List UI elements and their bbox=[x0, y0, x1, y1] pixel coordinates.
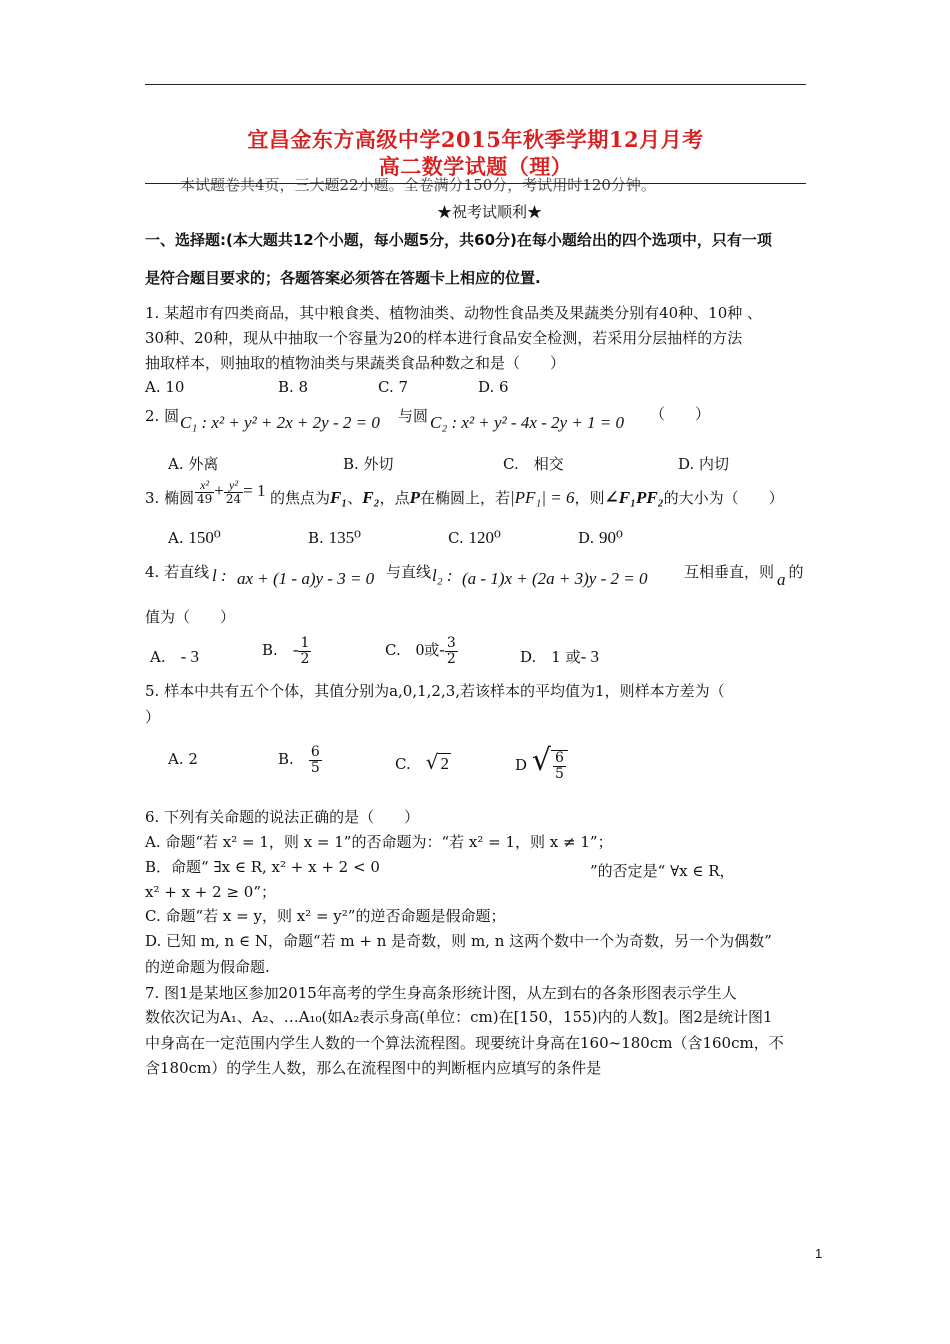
exam-info: 本试题卷共4页，三大题22小题。全卷满分150分，考试用时120分钟。 bbox=[180, 176, 656, 194]
q4-line2: 值为（ ） bbox=[145, 608, 236, 626]
q3-option-d: D. 90⁰ bbox=[578, 528, 623, 547]
q3-fraction-y: $\frac{\text{y²}}{24}$ bbox=[225, 478, 242, 506]
exam-wish: ★祝考试顺利★ bbox=[437, 203, 543, 221]
q5-option-b: B. $\frac{6}{5}$ bbox=[278, 744, 320, 776]
q1-line2: 30种、20种，现从中抽取一个容量为20的样本进行食品安全检测，若采用分层抽样的方法 bbox=[145, 329, 743, 347]
q4-option-a: A. - 3 bbox=[150, 647, 200, 666]
q6-option-a: A. 命题“若 x² = 1，则 x = 1”的否命题为：“若 x² = 1，则 x ≠ 1”； bbox=[145, 833, 613, 851]
q7-line3: 中身高在一定范围内学生人数的一个算法流程图。现要统计身高在160~180cm（含160cm，不 bbox=[145, 1034, 784, 1052]
q5-option-d: D √ $\frac{6}{5}$ bbox=[515, 743, 568, 782]
q4-option-c: C. 0或- $\frac{3}{2}$ bbox=[385, 635, 456, 667]
q4-option-b: B. - $\frac{1}{2}$ bbox=[262, 635, 310, 667]
q4-line1-name: l : bbox=[212, 566, 227, 585]
exam-title-line2: 高二数学试题（理） bbox=[378, 154, 573, 179]
q3-ellipse-equation: $\frac{\text{x²}}{49}$ + $\frac{\text{y²}}{24}$ = 1 bbox=[197, 478, 266, 506]
q4-stem-end: 互相垂直，则 a 的 bbox=[684, 563, 804, 589]
q3-option-c: C. 120⁰ bbox=[448, 528, 501, 547]
q5-option-c: C. √ 2 bbox=[395, 750, 449, 774]
q6-line1: 6. 下列有关命题的说法正确的是（ ） bbox=[145, 808, 420, 826]
q1-line3: 抽取样本，则抽取的植物油类与果蔬类食品种数之和是（ ） bbox=[145, 354, 566, 372]
q5-option-b-fraction: $\frac{6}{5}$ bbox=[310, 744, 320, 776]
q5-option-a: A. 2 bbox=[168, 750, 198, 768]
top-rule bbox=[145, 84, 806, 85]
q7-line4: 含180cm）的学生人数，那么在流程图中的判断框内应填写的条件是 bbox=[145, 1059, 602, 1077]
q6-option-b-part1: B．命题“ ∃x ∈ R, x² + x + 2 < 0 bbox=[145, 858, 380, 876]
title-rule bbox=[145, 183, 806, 184]
q4-line1-equation: ax + (1 - a)y - 3 = 0 bbox=[237, 569, 375, 588]
q6-option-d-line1: D. 已知 m, n ∈ N，命题“若 m + n 是奇数，则 m, n 这两个数中一个为奇数，另一个为偶数” bbox=[145, 932, 772, 950]
q3-option-b: B. 135⁰ bbox=[308, 528, 361, 547]
q6-option-c: C. 命题“若 x = y，则 x² = y²”的逆否命题是假命题； bbox=[145, 907, 506, 925]
q2-option-c: C. 相交 bbox=[503, 455, 564, 473]
q1-option-b: B. 8 bbox=[278, 378, 309, 396]
q3-prefix: 3. 椭圆 bbox=[145, 489, 195, 507]
q4-mid-text: 与直线 bbox=[386, 563, 432, 581]
q6-option-b-part3: x² + x + 2 ≥ 0”； bbox=[145, 883, 277, 901]
q1-option-c: C. 7 bbox=[378, 378, 409, 396]
q3-stem: 的焦点为F₁、F₂，点P在椭圆上，若|PF₁| = 6，则∠F₁PF₂的大小为（ ） bbox=[270, 488, 784, 507]
q5-sqrt-symbol-d: √ bbox=[531, 743, 551, 778]
q4-line2-equation: (a - 1)x + (2a + 3)y - 2 = 0 bbox=[462, 569, 648, 588]
q7-line1: 7. 图1是某地区参加2015年高考的学生身高条形统计图，从左到右的各条形图表示学生人 bbox=[145, 984, 737, 1002]
q5-line1: 5. 样本中共有五个个体，其值分别为a,0,1,2,3,若该样本的平均值为1，则样本方差为（ bbox=[145, 682, 725, 700]
q3-option-a: A. 150⁰ bbox=[168, 528, 221, 547]
q2-circle2-equation: C₂ : x² + y² - 4x - 2y + 1 = 0 bbox=[430, 413, 625, 432]
q6-option-b-part2: ”的否定是“ ∀x ∈ R， bbox=[590, 862, 735, 880]
q5-option-d-fraction: $\frac{6}{5}$ bbox=[551, 750, 568, 781]
section1-heading-line1: 一、选择题:(本大题共12个小题，每小题5分，共60分)在每小题给出的四个选项中，只有一项 bbox=[145, 231, 772, 249]
q7-line2: 数依次记为A₁、A₂、…A₁₀(如A₂表示身高(单位：cm)在[150，155)内的人数]。图2是统计图1 bbox=[145, 1008, 773, 1026]
q2-circle1-equation: C₁ : x² + y² + 2x + 2y - 2 = 0 bbox=[180, 413, 380, 432]
q2-option-d: D. 内切 bbox=[678, 455, 730, 473]
q2-paren: （ ） bbox=[650, 405, 711, 423]
q5-line2: ） bbox=[145, 708, 161, 726]
q4-option-d: D. 1 或- 3 bbox=[520, 647, 600, 666]
q4-option-c-fraction: $\frac{3}{2}$ bbox=[446, 635, 456, 667]
q6-option-d-line2: 的逆命题为假命题. bbox=[145, 958, 270, 976]
q4-line2-name: l₂ : bbox=[432, 566, 453, 585]
q1-option-a: A. 10 bbox=[145, 378, 185, 396]
q4-option-b-fraction: $\frac{1}{2}$ bbox=[300, 635, 310, 667]
q1-option-d: D. 6 bbox=[478, 378, 509, 396]
page-number: 1 bbox=[815, 1246, 823, 1261]
section1-heading-line2: 是符合题目要求的；各题答案必须答在答题卡上相应的位置. bbox=[145, 269, 541, 287]
q2-mid-text: 与圆 bbox=[398, 407, 429, 425]
q4-prefix: 4. 若直线 bbox=[145, 563, 210, 581]
q1-line1: 1. 某超市有四类商品，其中粮食类、植物油类、动物性食品类及果蔬类分别有40种、10种 、 bbox=[145, 304, 763, 322]
q2-option-b: B. 外切 bbox=[343, 455, 394, 473]
q3-fraction-x: $\frac{\text{x²}}{49}$ bbox=[197, 478, 213, 506]
exam-title-line1: 宜昌金东方高级中学2015年秋季学期12月月考 bbox=[247, 127, 704, 152]
q2-option-a: A. 外离 bbox=[168, 455, 219, 473]
q2-prefix: 2. 圆 bbox=[145, 407, 180, 425]
q5-sqrt-symbol: √ bbox=[425, 750, 439, 774]
